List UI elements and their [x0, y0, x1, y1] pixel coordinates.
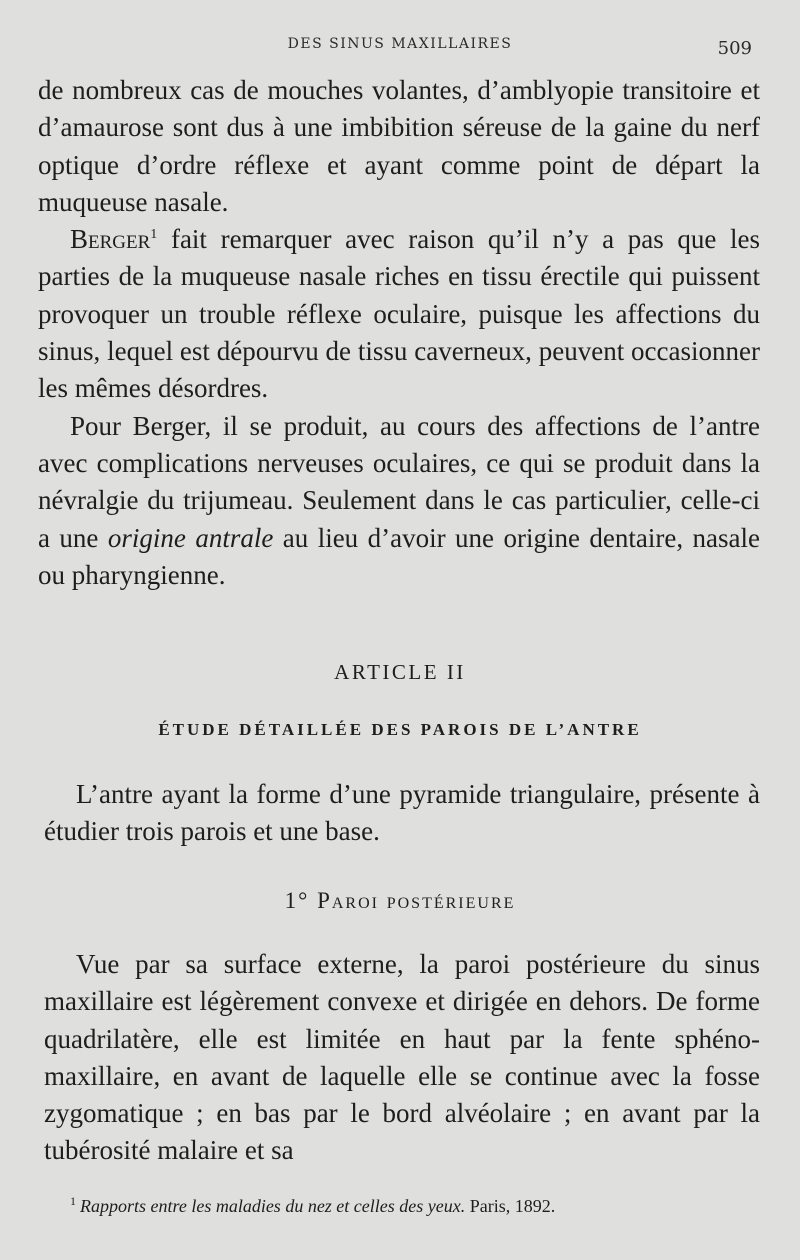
- section-heading: [0, 888, 800, 914]
- footnote-marker: 1: [70, 1194, 76, 1208]
- paragraph-3-emphasis: origine antrale: [107, 522, 274, 553]
- page-number: 509: [717, 38, 752, 59]
- paragraph-3-text-after: au lieu d’avoir une origine dentaire, nasale ou pharyngienne.: [38, 522, 761, 590]
- article-label: ARTICLE II: [334, 660, 466, 684]
- section-text: [44, 946, 760, 1170]
- footnote: [70, 1194, 760, 1218]
- running-title: DES SINUS MAXILLAIRES: [287, 36, 513, 52]
- footnote-place-date: Paris, 1892.: [469, 1196, 556, 1216]
- paragraph-3-text-before: Pour Berger, il se produit, au cours des affections de l’antre avec complications nerveuses oculaires, ce qui se produit dans la névralgie du trijumeau. Seulement dans le cas particulier, celle-ci a une: [38, 410, 760, 553]
- footnote-reference: 1: [150, 227, 158, 243]
- page-header: [0, 36, 800, 60]
- article-intro: [44, 776, 760, 851]
- footnote-title: Rapports entre les maladies du nez et celles des yeux.: [80, 1196, 466, 1216]
- body-text: [38, 72, 760, 594]
- article-subtitle: ÉTUDE DÉTAILLÉE DES PAROIS DE L’ANTRE: [158, 720, 642, 739]
- section-number: 1°: [284, 888, 310, 913]
- author-name: Berger: [70, 224, 151, 255]
- paragraph-2: [38, 221, 760, 407]
- paragraph-1: de nombreux cas de mouches volantes, d’amblyopie transitoire et d’amaurose sont dus à une imbibition séreuse de la gaine du nerf optique d’ordre réflexe et ayant comme point de départ la muqueuse nasale.: [38, 75, 760, 217]
- section-title: Paroi postérieure: [317, 888, 516, 913]
- paragraph-2-text: fait remarquer avec raison qu’il n’y a pas que les parties de la muqueuse nasale riches en tissu érectile qui puissent provoquer un trouble réflexe oculaire, puisque les affections du sinus, lequel est dépourvu de tissu caverneux, peuvent occasionner les mêmes désordres.: [38, 224, 761, 404]
- paragraph-3: [38, 408, 760, 594]
- article-intro-paragraph: L’antre ayant la forme d’une pyramide triangulaire, présente à étudier trois parois et une base.: [44, 779, 760, 847]
- section-paragraph: Vue par sa surface externe, la paroi postérieure du sinus maxillaire est légèrement convexe et dirigée en dehors. De forme quadrilatère, elle est limitée en haut par la fente sphéno-maxillaire, en avant de laquelle elle se continue avec la fosse zygomatique ; en bas par le bord alvéolaire ; en avant par la tubérosité malaire et sa: [44, 949, 760, 1166]
